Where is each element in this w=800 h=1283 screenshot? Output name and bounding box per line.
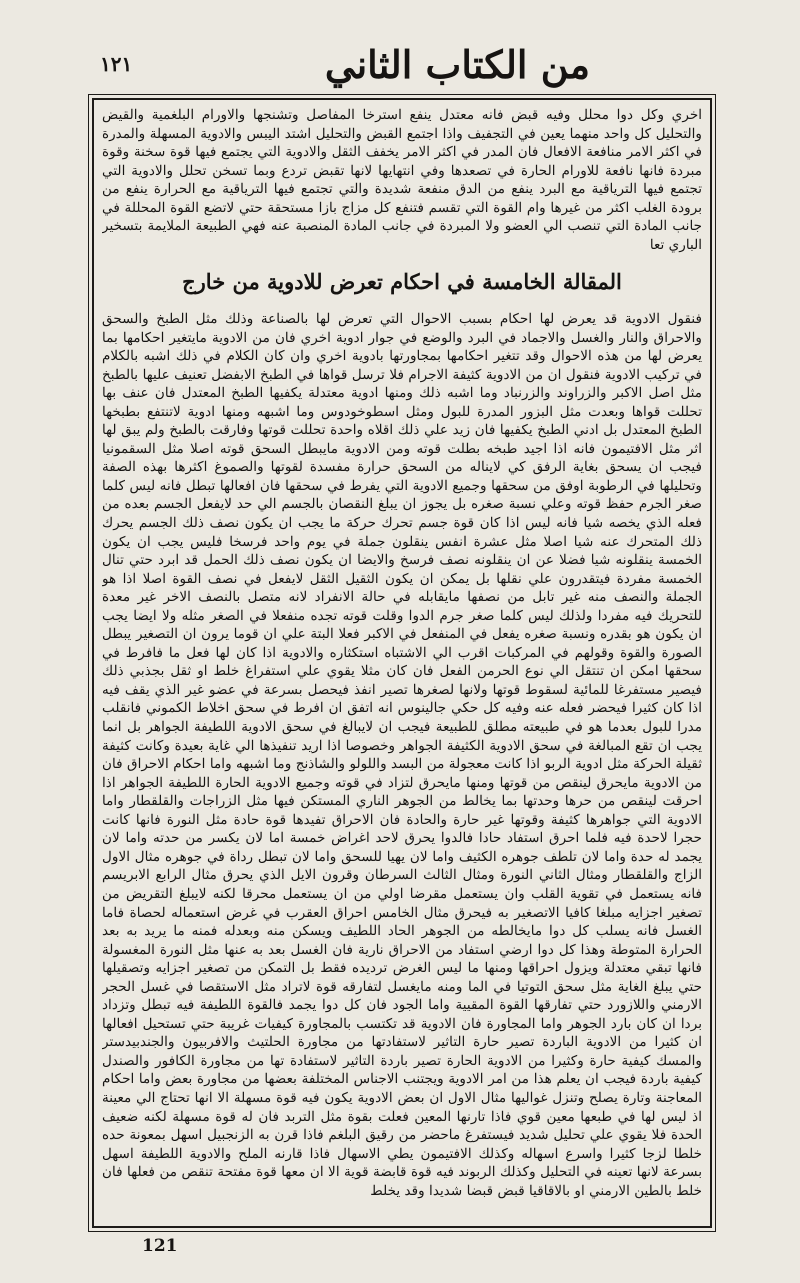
paragraph-2: فنقول الادوية قد يعرض لها احكام بسبب الاحوال التي تعرض لها بالصناعة وذلك مثل الطبخ والسحق والاحراق والنار والغسل والاجماد في البرد والوضع في جوار ادوية اخري فان من الادوية مايتغير احكامها بما يعرض لها من هذه الاحوال وقد تتغير احكامها بمجاورتها بادوية اخري وان كان الكلام في ذلك اشبه بالكلام في تركيب الادوية فنقول ان من الادوية كثيفة الاجرام فلا ترسل قواها في الطبخ الابفضل تعنيف عليها بالطبخ مثل اصل الاكبر والزراوند والزرنباد وما اشبه ذلك ومنها ادوية معتدلة يكفيها الطبخ المعتدل فان عنف بها تحللت قواها وبعدت مثل البزور المدرة للبول ومثل اسطوخودوس وما اشبهه ومنها ادوية لاتنتفع بطبخها الطبخ المعتدل بل ادني الطبخ يكفيها فان زيد علي ذلك اقلاه واحدة تحللت قوتها وفارقت بالطبخ ولم يبق لها اثر مثل الافتيمون فانه اذا اجيد طبخه بطلت قوته ومن الادوية مايبطل السحق قوته اصلا مثل السقمونيا فيجب ان يسحق بغاية الرفق كي لايناله من السحق حرارة مفسدة لقوتها والصموغ اكثرها بهذه الصفة وتحليلها في الرطوبة اوفق من سحقها وجميع الادوية التي يفرط في سحقها فان افعالها تبطل فانه ليس كلما صغر الجرم حفظ قوته وعلي نسبة صغره بل يجوز ان يبلغ النقصان بالجسم الي حد لايفعل الجسم بعده من فعله الذي يخصه شيا فانه ليس اذا كان قوة جسم تحرك حركة ما يجب ان يكون نصف ذلك الجسم يحرك ذلك المتحرك عنه شيا اصلا مثل عشرة انفس ينقلون جملة في يوم واحد فرسخا فليس يجب ان يكون الخمسة ينقلونه شيا فضلا عن ان ينقلونه نصف فرسخ والايضا ان يكون نصف ذلك الحمل قد ابرد حتي تنال الخمسة مفردة فيتقدرون علي نقلها بل يمكن ان يكون الثقيل الثقل لايفعل في نصف القوة اصلا اذا هو الجملة والنصف منه غير تابل من نصفها مايقابله في حالة الانفراد لانه متصل بالنصف الاخر غير معدة للتحريك فيه مفردا ولذلك ليس كلما صغر جرم الدوا وقلت قوته تجده منفعلا في الصغر مثله ولا ايضا يجب ان يكون هو بقدره ونسبة صغره يفعل في المنفعل في الاكبر فعلا البتة علي ان قوما يرون ان التصغير يبطل الصورة والقوة وقولهم في المركبات اقرب الي الاشتباه استكثاره والادوية اذا كان لها فعل ما فافرط في سحقها امكن ان تنتقل الي نوع الحرمن الفعل فان كان مثلا يقوي علي استفراغ خلط او ثقل بجذبي ذلك فيصير مستفرغا للمائية لسقوط قوتها ولانها لصغرها تصير انفذ فيحصل بسرعة في عضو غير الذي يقف فيه اذا كان كثيرا فيحضر فعله عنه وفيه كل حكي جالينوس انه اتفق ان افرط في سحق اخلاط الكموني فانقلب مدرا للبول بعدما هو في طبيعته مطلق للطبيعة فيجب ان لايبالغ في سحق الادوية اللطيفة الجواهر بل انما يجب ان تقع المبالغة في سحق الادوية الكثيفة الجواهر وخصوصا اذا اريد تنفيذها الي غاية بعيدة وكانت كثيفة ثقيلة الحركة مثل ادوية الربو اذا كانت معجولة من البسد واللولو والشاذنج وما اشبهه واما احكام الاحراق فان من الادوية مايحرق لينقص من قوتها ومنها مايحرق لتزاد في قوته وجميع الادوية الحارة اللطيفة الجواهر اذا احرقت لينقص من حرها وحدتها بما يخالط من الجوهر الناري المستكن فيها مثل الزراجات والقلقطار واما الادوية التي جواهرها كثيفة وقوتها غير حارة والحادة فان الاحراق تفيدها قوة حادة مثل النورة فانها كانت حجرا لاحدة فيه فلما احرق استفاد حادا فالدوا يحرق لاحد اغراض خمسة اما لان يكسر من حدته واما لان يجمد له حدة واما لان تلطف جوهره الكثيف واما لان يهيا للسحق واما لان تبطل رداة في جوهره مثال الاول الزاج والقلقطار ومثال الثاني النورة ومثال الثالث السرطان وقرون الايل الذي يحرق مثال الرابع الابريسم فانه يستعمل في تقوية القلب وان يستعمل مقرضا اولي من ان يستعمل محرقا لكنه لايبلغ التقريض من تصغير اجزايه مبلغا كافيا الاتصغير به فيحرق مثال الخامس احراق العقرب في غرض استعماله لحصاة فاما الغسل فانه يسلب كل دوا مايخالطه من الجوهر الحاد اللطيف ويسكن منه وبعدله فمنه ما يريد به بعد الحرارة المتوطة وهذا كل دوا ارضي استفاد من الاحراق نارية فان الغسل بعد به عنها مثل النورة المغسولة فانها تبقي معتدلة ويزول احراقها ومنها ما ليس الغرض ترديده فقط بل التمكن من تصغير اجزايه وتصقيلها حتي يبلغ الغاية مثل سحق التوتيا في الما ومنه مايغسل لتفارقه قوة لاتراد مثل الاستقصا في غسل الحجر الارمني واللازورد حتي تفارقها القوة المقيية واما الجود فان كل دوا يجمد فالقوة اللطيفة فيه تبطل وتزداد بردا ان كان بارد الجوهر واما المجاورة فان الادوية قد تكتسب بالمجاورة كيفيات غريبة حتي تستحيل افعالها ان كثيرا من الادوية الباردة تصير حارة التاثير لاستفادتها من مجاورة الحلتيث والافربيون والجندبيدستر والمسك كيفية حارة وكثيرا من الادوية الحارة تصير باردة التاثير لاستفادة تها من مجاورة الكافور والصندل كيفية باردة فيجب ان يعلم هذا من امر الادوية ويجتنب الاجناس المختلفة بعضها من مجاورة بعض واما احكام المعاجنة وتارة يصلح وتنزل غواليها مثال الاول ان بعض الادوية يكون فيه قوة مسهلة الا انها تحتاج الي معينة اذ ليس لها في طبعها معين قوي فاذا تارنها المعين فعلت بقوة مثل التربد فان له قوة مسهلة لكنه ضعيف الحدة فلا يقوي علي تحليل شديد فيستفرغ ماحضر من رقيق البلغم فاذا قرن به الزنجبيل اسهل بمعونة حده خلطا لزجا كثيرا واسرع اسهاله وكذلك الافتيمون يطي الاسهال فاذا قارنه الملح والادوية اللطيفة اسهل بسرعة لانها تعينه في التحليل وكذلك الربوند فيه قوة قابضة قوية الا ان معها قوة مفتحة تنقص من فعلها فان خلط بالطين الارمني او بالاقاقيا قبض قبضا شديدا وقد يخلط bbox=[102, 311, 702, 1199]
section-heading: المقالة الخامسة في احكام تعرض للادوية من خارج bbox=[182, 269, 622, 294]
running-title: من الكتاب الثاني bbox=[324, 42, 590, 87]
signature-mark: 121 bbox=[142, 1236, 178, 1256]
main-text bbox=[102, 106, 702, 1220]
page-number: ١٢١ bbox=[100, 52, 133, 76]
page-header bbox=[60, 38, 760, 98]
paragraph-1: اخري وكل دوا محلل وفيه قبض فانه معتدل ينفع استرخا المفاصل وتشنجها والاورام البلغمية والقيض والتحليل كل واحد منهما يعين في التجفيف واذا اجتمع القبض والتحليل اشتد اليبس والادوية المسهلة والمدرة في اكثر الامر منافعة الافعال فان المدر في اكثر الامر يخفف الثقل والادوية التي يجتمع فيها قوة سخنة وقوة مبردة فانها نافعة للاورام الحارة في تصعدها وفي انتهايها لانها تقبض تردع وبما تسخن تحلل والادوية التي تجتمع فيها الترياقية مع البرد ينفع من الدق منفعة شديدة والتي تجتمع فيها الترياقية مع الحرارة ينفع من برودة الغلب اكثر من غيرها وام القوة التي تقسم فتنفع كل مزاج بازا مستحقة حتي لاتضع القوة المحللة في جانب المادة التي تنصب الي العضو ولا المبردة في جانب المادة المنصبة عنه فهي الطبيعة الملايمة بتسخير الباري تعا bbox=[102, 107, 702, 253]
